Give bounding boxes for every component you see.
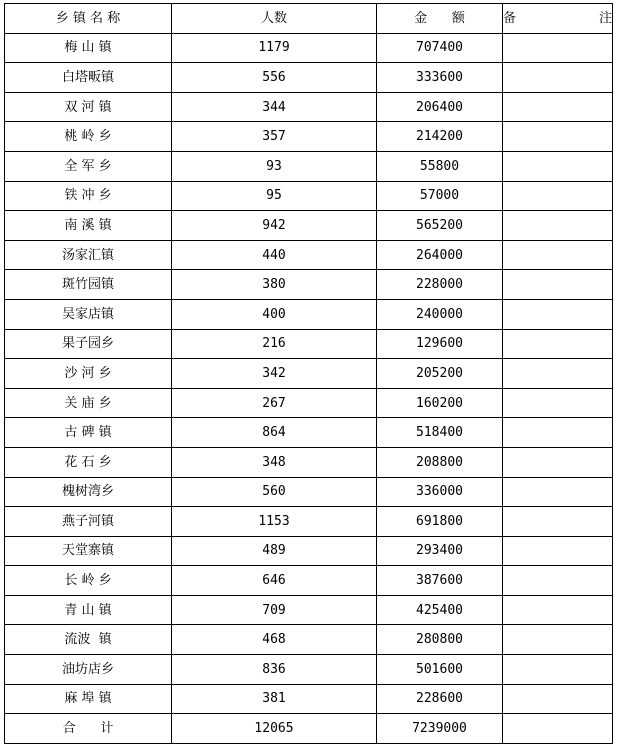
table-row xyxy=(5,151,613,181)
township-name-cell: 吴家店镇 xyxy=(5,299,172,329)
amount-cell: 293400 xyxy=(377,536,503,566)
count-cell: 357 xyxy=(172,122,377,152)
amount-cell: 501600 xyxy=(377,655,503,685)
amount-cell: 228600 xyxy=(377,684,503,714)
township-name-cell: 双 河 镇 xyxy=(5,92,172,122)
township-name-cell: 流波 镇 xyxy=(5,625,172,655)
count-cell: 468 xyxy=(172,625,377,655)
township-name-cell: 关 庙 乡 xyxy=(5,388,172,418)
amount-cell: 518400 xyxy=(377,418,503,448)
note-cell xyxy=(503,63,613,93)
township-name-cell: 梅 山 镇 xyxy=(5,33,172,63)
township-name-cell: 斑竹园镇 xyxy=(5,270,172,300)
count-cell: 344 xyxy=(172,92,377,122)
header-township-name: 乡 镇 名 称 xyxy=(5,4,172,34)
note-cell xyxy=(503,507,613,537)
table-row xyxy=(5,536,613,566)
table-row xyxy=(5,566,613,596)
amount-cell: 333600 xyxy=(377,63,503,93)
table-row xyxy=(5,447,613,477)
table-row xyxy=(5,270,613,300)
township-name-cell: 沙 河 乡 xyxy=(5,359,172,389)
count-cell: 556 xyxy=(172,63,377,93)
note-cell xyxy=(503,92,613,122)
count-cell: 216 xyxy=(172,329,377,359)
township-name-cell: 天堂寨镇 xyxy=(5,536,172,566)
note-cell xyxy=(503,299,613,329)
total-amount: 7239000 xyxy=(377,714,503,744)
table-row xyxy=(5,359,613,389)
township-name-cell: 花 石 乡 xyxy=(5,447,172,477)
township-name-cell: 汤家汇镇 xyxy=(5,240,172,270)
amount-cell: 565200 xyxy=(377,211,503,241)
township-name-cell: 全 军 乡 xyxy=(5,151,172,181)
amount-cell: 214200 xyxy=(377,122,503,152)
amount-cell: 206400 xyxy=(377,92,503,122)
note-cell xyxy=(503,595,613,625)
table-row xyxy=(5,595,613,625)
township-name-cell: 白塔畈镇 xyxy=(5,63,172,93)
count-cell: 342 xyxy=(172,359,377,389)
count-cell: 560 xyxy=(172,477,377,507)
header-note: 备注 xyxy=(503,4,613,34)
total-note xyxy=(503,714,613,744)
count-cell: 380 xyxy=(172,270,377,300)
note-cell xyxy=(503,536,613,566)
amount-cell: 57000 xyxy=(377,181,503,211)
table-row xyxy=(5,122,613,152)
note-cell xyxy=(503,625,613,655)
note-cell xyxy=(503,181,613,211)
amount-cell: 228000 xyxy=(377,270,503,300)
township-name-cell: 长 岭 乡 xyxy=(5,566,172,596)
township-table xyxy=(4,3,613,744)
count-cell: 267 xyxy=(172,388,377,418)
count-cell: 381 xyxy=(172,684,377,714)
count-cell: 489 xyxy=(172,536,377,566)
township-name-cell: 槐树湾乡 xyxy=(5,477,172,507)
total-label: 合 计 xyxy=(5,714,172,744)
header-row xyxy=(5,4,613,34)
table-row xyxy=(5,388,613,418)
header-count: 人数 xyxy=(172,4,377,34)
township-name-cell: 燕子河镇 xyxy=(5,507,172,537)
amount-cell: 205200 xyxy=(377,359,503,389)
note-cell xyxy=(503,566,613,596)
township-name-cell: 古 碑 镇 xyxy=(5,418,172,448)
table-row xyxy=(5,299,613,329)
note-cell xyxy=(503,684,613,714)
amount-cell: 691800 xyxy=(377,507,503,537)
amount-cell: 336000 xyxy=(377,477,503,507)
note-cell xyxy=(503,329,613,359)
table-body xyxy=(5,33,613,714)
count-cell: 93 xyxy=(172,151,377,181)
township-name-cell: 麻 埠 镇 xyxy=(5,684,172,714)
note-cell xyxy=(503,447,613,477)
table-row xyxy=(5,684,613,714)
amount-cell: 264000 xyxy=(377,240,503,270)
total-row xyxy=(5,714,613,744)
note-cell xyxy=(503,388,613,418)
note-cell xyxy=(503,359,613,389)
count-cell: 400 xyxy=(172,299,377,329)
total-count: 12065 xyxy=(172,714,377,744)
count-cell: 440 xyxy=(172,240,377,270)
count-cell: 709 xyxy=(172,595,377,625)
table-row xyxy=(5,655,613,685)
table-row xyxy=(5,92,613,122)
table-row xyxy=(5,329,613,359)
table-row xyxy=(5,477,613,507)
table-row xyxy=(5,33,613,63)
count-cell: 942 xyxy=(172,211,377,241)
count-cell: 646 xyxy=(172,566,377,596)
amount-cell: 240000 xyxy=(377,299,503,329)
count-cell: 95 xyxy=(172,181,377,211)
amount-cell: 208800 xyxy=(377,447,503,477)
amount-cell: 160200 xyxy=(377,388,503,418)
count-cell: 1153 xyxy=(172,507,377,537)
count-cell: 1179 xyxy=(172,33,377,63)
note-cell xyxy=(503,122,613,152)
township-name-cell: 桃 岭 乡 xyxy=(5,122,172,152)
note-cell xyxy=(503,655,613,685)
township-name-cell: 南 溪 镇 xyxy=(5,211,172,241)
table-row xyxy=(5,418,613,448)
amount-cell: 387600 xyxy=(377,566,503,596)
note-cell xyxy=(503,240,613,270)
count-cell: 348 xyxy=(172,447,377,477)
count-cell: 836 xyxy=(172,655,377,685)
note-cell xyxy=(503,211,613,241)
table-row xyxy=(5,63,613,93)
township-name-cell: 油坊店乡 xyxy=(5,655,172,685)
table-row xyxy=(5,181,613,211)
table-row xyxy=(5,625,613,655)
table-row xyxy=(5,240,613,270)
note-cell xyxy=(503,477,613,507)
table-row xyxy=(5,211,613,241)
amount-cell: 425400 xyxy=(377,595,503,625)
township-name-cell: 青 山 镇 xyxy=(5,595,172,625)
note-cell xyxy=(503,33,613,63)
amount-cell: 55800 xyxy=(377,151,503,181)
township-name-cell: 铁 冲 乡 xyxy=(5,181,172,211)
table-row xyxy=(5,507,613,537)
note-cell xyxy=(503,418,613,448)
count-cell: 864 xyxy=(172,418,377,448)
amount-cell: 129600 xyxy=(377,329,503,359)
township-name-cell: 果子园乡 xyxy=(5,329,172,359)
header-amount: 金 额 xyxy=(377,4,503,34)
note-cell xyxy=(503,151,613,181)
amount-cell: 707400 xyxy=(377,33,503,63)
note-cell xyxy=(503,270,613,300)
amount-cell: 280800 xyxy=(377,625,503,655)
